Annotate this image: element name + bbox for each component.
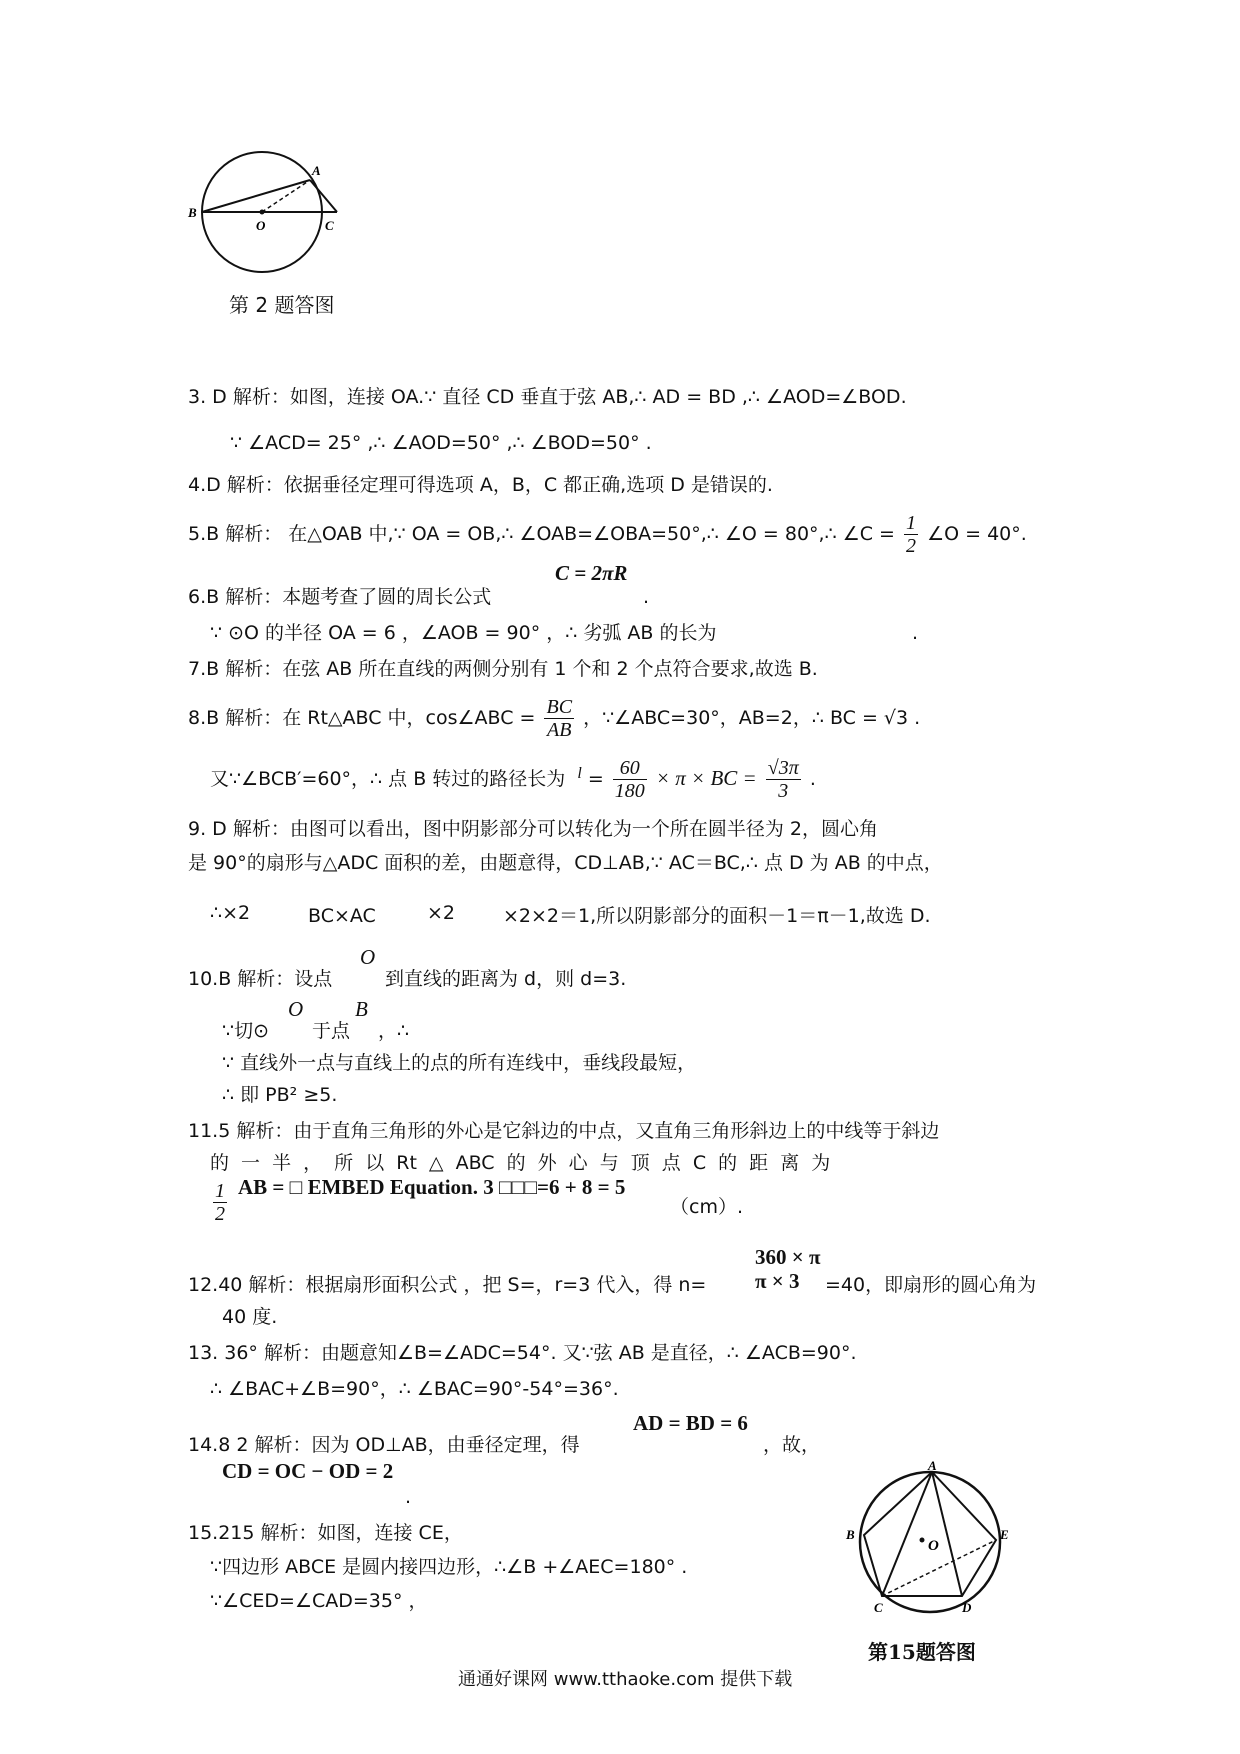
q9-line1: 9. D 解析：由图可以看出，图中阴影部分可以转化为一个所在圆半径为 2，圆心角 (188, 818, 878, 840)
q10-line2b: 于点 (312, 1020, 351, 1042)
fig15-label-d: D (962, 1600, 972, 1615)
q10-line4: ∴ 即 PB² ≥5. (222, 1084, 338, 1106)
fig15-label-c: C (874, 1600, 883, 1615)
fig15-label-o: O (928, 1538, 939, 1554)
q13-line2: ∴ ∠BAC+∠B=90°，∴ ∠BAC=90°-54°=36°. (210, 1378, 619, 1400)
q11-line2: 的 一 半 ， 所 以 Rt △ ABC 的 外 心 与 顶 点 C 的 距 离 为 (210, 1152, 831, 1174)
q10-line3: ∵ 直线外一点与直线上的点的所有连线中，垂线段最短， (222, 1052, 697, 1074)
q12-line1b: =40，即扇形的圆心角为 (825, 1274, 1037, 1296)
q8-frac1-den: AB (547, 719, 572, 741)
q14-line1a: 14.8 2 解析：因为 OD⊥AB，由垂径定理，得 (188, 1434, 580, 1456)
q11-frac-den: 2 (215, 1203, 225, 1225)
q9-line3d: ×2×2＝1,所以阴影部分的面积－1＝π－1,故选 D. (503, 905, 931, 927)
q5-fraction (904, 512, 918, 557)
fig2-label-a: A (312, 163, 321, 178)
q13-line1: 13. 36° 解析：由题意知∠B=∠ADC=54°. 又∵弦 AB 是直径，∴ ∠ACB=90°. (188, 1342, 857, 1364)
q15-line1: 15.215 解析：如图，连接 CE， (188, 1522, 463, 1544)
fig15-label-a: A (928, 1460, 937, 1473)
fig15-label-b: B (846, 1527, 855, 1542)
fig2-label-o: O (256, 218, 266, 233)
q8-line2 (210, 757, 816, 802)
q5-body: 在△OAB 中,∵ OA = OB,∴ ∠OAB=∠OBA=50°,∴ ∠O = 80°,∴ ∠C = (288, 523, 902, 545)
q12-sup: 360 × π (755, 1245, 821, 1269)
q8-line1 (188, 696, 920, 741)
fig2-label-c: C (325, 218, 334, 233)
q8-l-symbol: l (577, 764, 582, 782)
q12-sub: π × 3 (755, 1269, 800, 1293)
q8-frac2-num: 60 (613, 757, 647, 780)
q5-tail: ∠O = 40°. (927, 523, 1027, 545)
q11-fraction (213, 1180, 227, 1225)
q8-line1-b: ，∵∠ABC=30°，AB=2，∴ BC = √3 . (583, 707, 921, 729)
q10-o2: O (288, 997, 304, 1021)
q8-line2-a: 又∵∠BCB′=60°，∴ 点 B 转过的路径长为 (210, 768, 566, 790)
q15-line3: ∵∠CED=∠CAD=35° ， (210, 1590, 428, 1612)
q8-frac3-den: 3 (778, 780, 789, 802)
q14-dot: . (405, 1486, 412, 1508)
q5-frac-den: 2 (906, 535, 917, 557)
fig2-caption: 第 2 题答图 (229, 293, 335, 317)
q8-frac2-den: 180 (614, 780, 645, 802)
q6-line2-end: . (912, 622, 919, 644)
q9-line3c: ×2 (427, 902, 456, 924)
fig2-label-b: B (188, 205, 197, 220)
q6-line2: ∵ ⊙O 的半径 OA = 6 ，∠AOB = 90° ，∴ 劣弧 AB 的长为 (210, 622, 717, 644)
q6-formula: C = 2πR (555, 561, 628, 585)
q8-end: . (809, 768, 816, 790)
fig15-caption: 第15题答图 (868, 1640, 976, 1664)
q9-line3a: ∴×2 (210, 902, 251, 924)
q10-o-sup: O (360, 945, 376, 969)
q3-line2: ∵ ∠ACD= 25° ,∴ ∠AOD=50° ,∴ ∠BOD=50° . (230, 432, 652, 454)
q9-line3b: BC×AC (308, 905, 376, 927)
q8-frac1-num: BC (546, 696, 573, 718)
q8-mid: × π × BC = (655, 766, 757, 790)
q11-line1: 11.5 解析：由于直角三角形的外心是它斜边的中点，又直角三角形斜边上的中线等于斜边 (188, 1120, 940, 1142)
q6-line1: 6.B 解析：本题考查了圆的周长公式 (188, 586, 492, 608)
q14-line1b: ，故， (763, 1434, 821, 1456)
q10-line1b: 到直线的距离为 d，则 d=3. (385, 968, 627, 990)
q8-fraction-2 (613, 757, 647, 802)
q5-prefix: 5.B 解析： (188, 523, 283, 545)
q8-frac3-num: √3π (767, 757, 799, 779)
q6-line1-end: . (643, 586, 650, 608)
q14-formula2: CD = OC − OD = 2 (222, 1459, 394, 1483)
q5-frac-num: 1 (906, 512, 917, 534)
q12-line2: 40 度. (222, 1306, 278, 1328)
q8-fraction-3 (766, 757, 801, 802)
q3-line1: 3. D 解析：如图，连接 OA.∵ 直径 CD 垂直于弦 AB,∴ AD = BD ,∴ ∠AOD=∠BOD. (188, 386, 907, 408)
q8-fraction-1 (544, 696, 574, 741)
q10-line2a: ∵切⊙ (222, 1020, 270, 1042)
q12-line1a: 12.40 解析：根据扇形面积公式 ，把 S=，r=3 代入，得 n= (188, 1274, 707, 1296)
q4-line1: 4.D 解析：依据垂径定理可得选项 A，B，C 都正确,选项 D 是错误的. (188, 474, 773, 496)
q8-eq: = (587, 768, 604, 790)
q7-line1: 7.B 解析：在弦 AB 所在直线的两侧分别有 1 个和 2 个点符合要求,故选 B. (188, 658, 818, 680)
q11-embed: AB = □ EMBED Equation. 3 □□□=6 + 8 = 5 (238, 1175, 626, 1199)
q14-formula1: AD = BD = 6 (633, 1411, 748, 1435)
q10-line2c: ，∴ (378, 1020, 410, 1042)
q15-line2: ∵四边形 ABCE 是圆内接四边形，∴∠B +∠AEC=180° . (210, 1556, 688, 1578)
footer-text: 通通好课网 www.tthaoke.com 提供下载 (458, 1669, 793, 1690)
figure-q15-circle (840, 1460, 1020, 1625)
q8-line1-a: 8.B 解析：在 Rt△ABC 中，cos∠ABC = (188, 707, 542, 729)
q10-b2: B (355, 997, 368, 1021)
q11-frac-num: 1 (215, 1180, 225, 1202)
q11-unit: （cm）. (670, 1196, 743, 1218)
q10-line1a: 10.B 解析：设点 (188, 968, 333, 990)
fig15-label-e: E (1000, 1527, 1009, 1542)
figure-q2-circle (180, 150, 350, 280)
q5-line (188, 512, 1027, 557)
q9-line2: 是 90°的扇形与△ADC 面积的差，由题意得，CD⊥AB,∵ AC＝BC,∴ 点 D 为 AB 的中点， (188, 852, 943, 874)
